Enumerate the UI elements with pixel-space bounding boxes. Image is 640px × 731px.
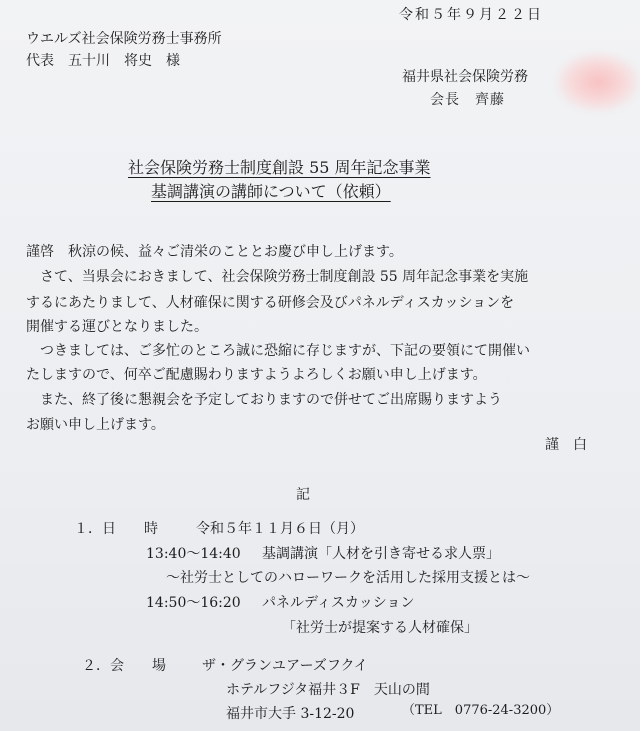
session1-title: 基調講演「人材を引き寄せる求人票」	[262, 546, 500, 562]
ki-heading: 記	[296, 487, 310, 503]
venue-label: ２．会 場	[82, 658, 166, 674]
body-line: お願い申し上げます。	[26, 417, 165, 433]
venue-phone: （TEL 0776-24-3200）	[402, 703, 560, 718]
body-line: たしますので、何卒ご配慮賜わりますようよろしくお願い申し上げます。	[26, 367, 487, 383]
venue-hall: ホテルフジタ福井３F 天山の間	[226, 682, 430, 698]
body-line: 開催する運びとなりました。	[26, 319, 208, 335]
date-label: １．日 時	[74, 521, 158, 537]
sender-title: 会長 齊藤	[430, 92, 520, 108]
session2-time: 14:50～16:20	[146, 595, 241, 611]
session1-subtitle: ～社労士としてのハローワークを活用した採用支援とは～	[166, 570, 530, 586]
recipient-office: ウエルズ社会保険労務士事務所	[26, 31, 222, 47]
body-line: さて、当県会におきまして、社会保険労務士制度創設 55 周年記念事業を実施	[26, 269, 529, 285]
title-line-2: 基調講演の講師について（依頼）	[151, 182, 391, 201]
redaction-blur	[556, 52, 640, 112]
venue-address: 福井市大手 3-12-20	[226, 706, 355, 722]
closing-word: 謹 白	[545, 437, 587, 453]
session2-subtitle: 「社労士が提案する人材確保」	[282, 620, 478, 636]
body-line: 謹啓 秋涼の候、益々ご清栄のこととお慶び申し上げます。	[26, 244, 403, 260]
date-value: 令和５年１１月６日（月）	[196, 521, 364, 537]
body-line: するにあたりまして、人材確保に関する研修会及びパネルディスカッションを	[26, 295, 515, 311]
session2-title: パネルディスカッション	[262, 595, 415, 611]
letter-date: 令和５年９月２２日	[399, 7, 543, 23]
body-line: つきましては、ご多忙のところ誠に恐縮に存じますが、下記の要領にて開催い	[26, 343, 530, 359]
venue-name: ザ・グランユアーズフクイ	[202, 658, 368, 674]
body-line: また、終了後に懇親会を予定しておりますので併せてご出席賜りますよう	[26, 392, 502, 408]
recipient-representative: 代表 五十川 将史 様	[26, 53, 180, 69]
sender-organization: 福井県社会保険労務	[402, 69, 528, 85]
title-line-1: 社会保険労務士制度創設 55 周年記念事業	[128, 158, 431, 177]
session1-time: 13:40～14:40	[146, 546, 241, 562]
